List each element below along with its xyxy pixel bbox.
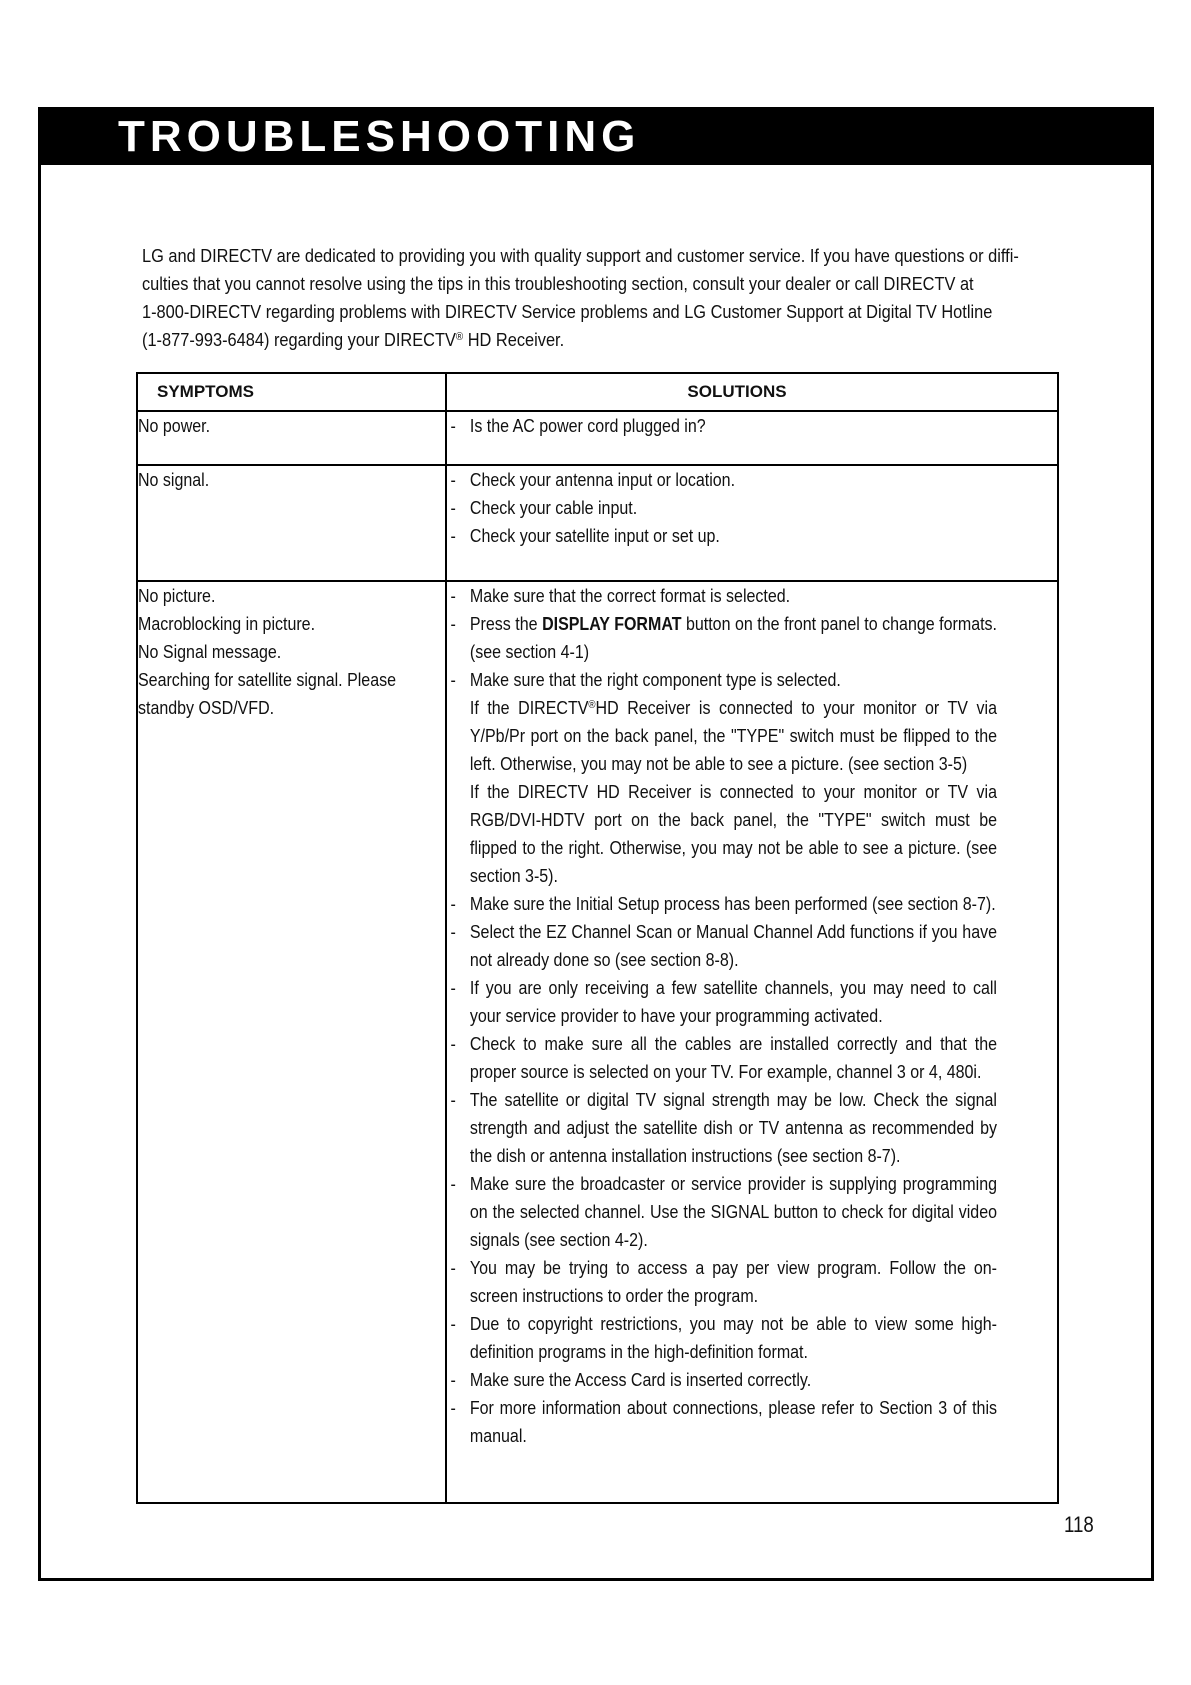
solution-text: HD Receiver is connected to your monitor or TV via Y/Pb/Pr port on the back panel, the "TYPE" switch must be flipped to the left. Otherwise, you may not be able to see a picture. (see section 3-5) — [469, 698, 997, 774]
intro-paragraph — [142, 242, 1019, 354]
symptoms-header: SYMPTOMS — [137, 373, 446, 411]
intro-line: LG and DIRECTV are dedicated to providing you with quality support and customer service. If you have questions or diffi- — [142, 246, 1019, 266]
symptom-item: No signal. — [138, 470, 210, 490]
intro-line: 1-800-DIRECTV regarding problems with DIRECTV Service problems and LG Customer Support at Digital TV Hotline — [142, 302, 993, 322]
solution-item — [447, 666, 997, 890]
solution-item: - Make sure the broadcaster or service provider is supplying programming on the selected channel. Use the SIGNAL button to check for digital video signals (see section 4-2). — [447, 1170, 997, 1254]
solution-item: - If you are only receiving a few satellite channels, you may need to call your service provider to have your programming activated. — [447, 974, 997, 1030]
page-title: TROUBLESHOOTING — [118, 112, 641, 161]
solution-text: - Make sure that the right component type is selected. — [469, 670, 841, 690]
solutions-header: SOLUTIONS — [446, 373, 1058, 411]
registered-mark: ® — [588, 699, 596, 711]
troubleshooting-table — [136, 372, 1059, 1504]
solution-item: - Check to make sure all the cables are installed correctly and that the proper source is selected on your TV. For example, channel 3 or 4, 480i. — [447, 1030, 997, 1086]
solution-item: - Check your satellite input or set up. — [447, 522, 997, 550]
symptom-item: No picture. — [138, 586, 216, 606]
solution-item: - Make sure the Access Card is inserted correctly. — [447, 1366, 997, 1394]
symptom-cell — [137, 411, 446, 465]
solution-item: - Due to copyright restrictions, you may not be able to view some high-definition programs in the high-definition format. — [447, 1310, 997, 1366]
solution-item: - Make sure that the correct format is selected. — [447, 582, 997, 610]
intro-line: culties that you cannot resolve using the tips in this troubleshooting section, consult your dealer or call DIRECTV at — [142, 274, 974, 294]
symptom-cell — [137, 581, 446, 1503]
symptom-item: standby OSD/VFD. — [138, 698, 275, 718]
intro-text: (1-877-993-6484) regarding your DIRECTV — [142, 330, 456, 350]
solution-item: - You may be trying to access a pay per view program. Follow the on-screen instructions to order the program. — [447, 1254, 997, 1310]
solution-text: Press the — [469, 614, 543, 634]
page-number: 118 — [1064, 1512, 1094, 1537]
table-row — [137, 411, 1058, 465]
solution-item: - Check your cable input. — [447, 494, 997, 522]
solution-item: - Select the EZ Channel Scan or Manual Channel Add functions if you have not already done so (see section 8-8). — [447, 918, 997, 974]
solution-item — [447, 610, 997, 666]
solution-item: - The satellite or digital TV signal strength may be low. Check the signal strength and adjust the satellite dish or TV antenna as recommended by the dish or antenna installation instructions (see section 8-7). — [447, 1086, 997, 1170]
symptom-item: Searching for satellite signal. Please — [138, 670, 397, 690]
solution-cell — [446, 581, 1058, 1503]
symptom-item: No Signal message. — [138, 642, 282, 662]
registered-mark: ® — [455, 331, 464, 343]
solution-subparagraph — [470, 694, 997, 778]
solution-text: button on the front panel to change formats. (see section 4-1) — [469, 614, 997, 662]
table-header-row — [137, 373, 1058, 411]
table-row — [137, 465, 1058, 581]
symptom-cell — [137, 465, 446, 581]
symptom-item: No power. — [138, 416, 211, 436]
solution-cell — [446, 411, 1058, 465]
solution-text: If the DIRECTV — [469, 698, 589, 718]
solution-item: - Make sure the Initial Setup process has been performed (see section 8-7). — [447, 890, 997, 918]
symptom-item: Macroblocking in picture. — [138, 614, 316, 634]
solution-cell — [446, 465, 1058, 581]
solution-subparagraph: If the DIRECTV HD Receiver is connected to your monitor or TV via RGB/DVI-HDTV port on the back panel, the "TYPE" switch must be flipped to the right. Otherwise, you may not be able to see a picture. (see section 3-5). — [469, 782, 997, 886]
solution-item: - For more information about connections, please refer to Section 3 of this manual. — [447, 1394, 997, 1450]
table-row — [137, 581, 1058, 1503]
display-format-label: DISPLAY FORMAT — [542, 614, 682, 634]
solution-item: - Check your antenna input or location. — [447, 466, 997, 494]
solution-item: - Is the AC power cord plugged in? — [447, 412, 997, 440]
intro-text: HD Receiver. — [463, 330, 565, 350]
intro-line — [142, 326, 988, 354]
